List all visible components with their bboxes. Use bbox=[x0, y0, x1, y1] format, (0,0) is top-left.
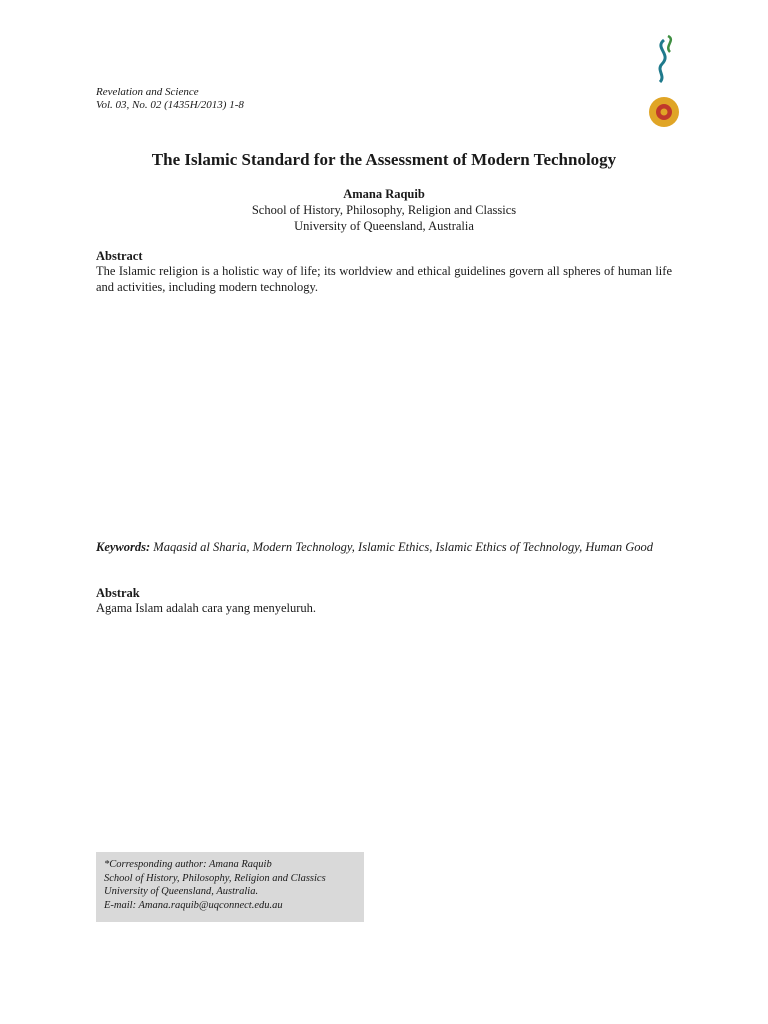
corresponding-email-line: E-mail: Amana.raquib@uqconnect.edu.au bbox=[104, 899, 283, 911]
author-affiliation-university: University of Queensland, Australia bbox=[294, 219, 474, 233]
author-name: Amana Raquib bbox=[343, 187, 425, 201]
author-block bbox=[96, 186, 672, 234]
author-affiliation-dept: School of History, Philosophy, Religion and Classics bbox=[251, 203, 517, 217]
keywords-label: Keywords: bbox=[96, 540, 151, 554]
paper-title: The Islamic Standard for the Assessment of Modern Technology bbox=[151, 150, 617, 169]
keywords bbox=[96, 540, 672, 556]
corresponding-author-line: *Corresponding author: Amana Raquib bbox=[104, 859, 272, 870]
abstrak-text: Agama Islam adalah cara yang menyeluruh. bbox=[96, 601, 317, 615]
abstract-heading: Abstract bbox=[96, 249, 143, 263]
journal-header bbox=[96, 86, 244, 112]
journal-page bbox=[96, 0, 672, 1024]
abstract-text: The Islamic religion is a holistic way of life; its worldview and ethical guidelines govern all spheres of human life and activities, including modern technology. bbox=[96, 264, 672, 294]
journal-logo-icon bbox=[606, 26, 696, 158]
corresponding-dept-line: School of History, Philosophy, Religion and Classics bbox=[104, 872, 326, 884]
corresponding-author-box bbox=[96, 852, 364, 922]
keywords-text: Maqasid al Sharia, Modern Technology, Islamic Ethics, Islamic Ethics of Technology, Human Good bbox=[153, 540, 654, 554]
corresponding-university-line: University of Queensland, Australia. bbox=[104, 886, 259, 897]
journal-name: Revelation and Science bbox=[96, 86, 199, 98]
journal-volume: Vol. 03, No. 02 (1435H/2013) 1-8 bbox=[96, 99, 244, 111]
abstrak-heading: Abstrak bbox=[96, 586, 140, 600]
